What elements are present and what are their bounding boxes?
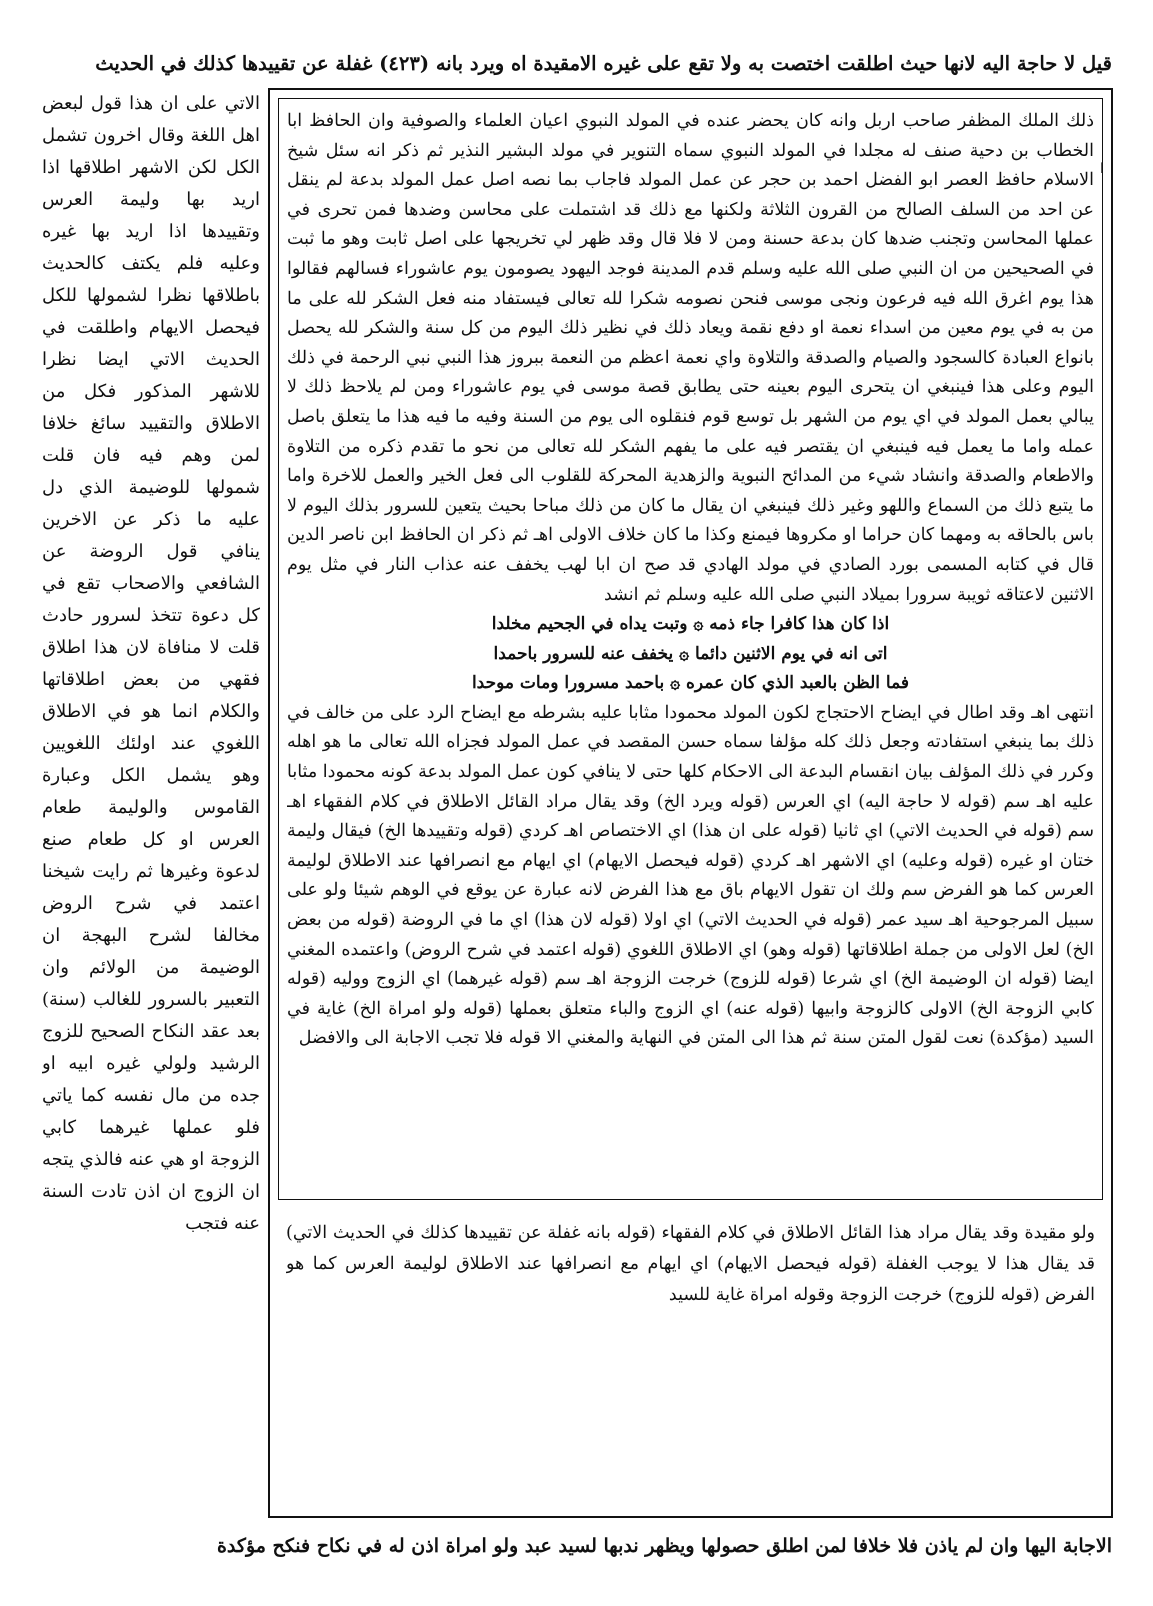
commentary-column bbox=[287, 107, 1094, 1193]
matn-column: الاتي على ان هذا قول لبعض اهل اللغة وقال اخرون تشمل الكل لكن الاشهر اطلاقها اذا اريد بها وليمة العرس وتقييدها اذا اريد بها غيره وعليه فلم يكتف كالحديث باطلاقها نظرا لشمولها للكل فيحصل الايهام واطلقت في الحديث الاتي ايضا نظرا للاشهر المذكور فكل من الاطلاق والتقييد سائغ خلافا لمن وهم فيه فان قلت شمولها للوضيمة الذي دل عليه ما ذكر عن الاخرين ينافي قول الروضة عن الشافعي والاصحاب تقع في كل دعوة تتخذ لسرور حادث قلت لا منافاة لان هذا اطلاق فقهي من بعض اطلاقاتها والكلام انما هو في الاطلاق اللغوي عند اولئك اللغويين وهو يشمل الكل وعبارة القاموس والوليمة طعام العرس او كل طعام صنع لدعوة وغيرها ثم رايت شيخنا اعتمد في شرح الروض مخالفا لشرح البهجة ان الوضيمة من الولائم وان التعبير بالسرور للغالب (سنة) بعد عقد النكاح الصحيح للزوج الرشيد ولولي غيره ابيه او جده من مال نفسه كما ياتي فلو عملها غيرهما كابي الزوجة او هي عنه فالذي يتجه ان الزوج ان اذن تادت السنة عنه فتجب bbox=[42, 93, 260, 1234]
commentary-paragraph: ذلك الملك المظفر صاحب اربل وانه كان يحضر عنده في المولد النبوي اعيان العلماء والصوفية وان الحافظ ابا الخطاب بن دحية صنف له مجلدا في المولد النبوي سماه التنوير في مولد البشير النذير ثم ذكر انه سئل شيخ الاسلام حافظ العصر ابو الفضل احمد بن حجر عن عمل المولد فاجاب بما نصه اصل عمل المولد بدعة لم ينقل عن احد من السلف الصالح من القرون الثلاثة ولكنها مع ذلك قد اشتملت على محاسن وضدها فمن تحرى في عملها المحاسن وتجنب ضدها كان بدعة حسنة ومن لا فلا قال وقد ظهر لي تخريجها على اصل ثابت وهو ما ثبت في الصحيحين من ان النبي صلى الله عليه وسلم قدم المدينة فوجد اليهود يصومون يوم عاشوراء فسالهم فقالوا هذا يوم اغرق الله فيه فرعون ونجى موسى فنحن نصومه شكرا لله تعالى فيستفاد منه فعل الشكر لله على ما من به في يوم معين من اسداء نعمة او دفع نقمة ويعاد ذلك في نظير ذلك اليوم من كل سنة والشكر لله يحصل بانواع العبادة كالسجود والصيام والصدقة والتلاوة واي نعمة اعظم من النعمة ببروز هذا النبي نبي الرحمة في ذلك اليوم وعلى هذا فينبغي ان يتحرى اليوم بعينه حتى يطابق قصة موسى في يوم عاشوراء ومن لم يلاحظ ذلك لا يبالي بعمل المولد في اي يوم من الشهر بل توسع قوم فنقلوه الى يوم من السنة وفيه ما فيه هذا ما يتعلق باصل عمله واما ما يعمل فيه فينبغي ان يقتصر فيه على ما يفهم الشكر لله تعالى من نحو ما تقدم ذكره من التلاوة والاطعام والصدقة وانشاد شيء من المدائح النبوية والزهدية المحركة للقلوب الى فعل الخير والعمل للاخرة واما ما يتبع ذلك من السماع واللهو وغير ذلك فينبغي ان يقال ما كان من ذلك مباحا بحيث يتعين للسرور بذلك اليوم لا باس بالحاقه به ومهما كان حراما او مكروها فيمنع وكذا ما كان خلاف الاولى اهـ ثم ذكر ان الحافظ ابن ناصر الدين قال في كتابه المسمى بورد الصادي في مولد الهادي قد صح ان ابا لهب يخفف عنه عذاب النار في مثل يوم الاثنين لاعتاقه ثويبة سرورا بميلاد النبي صلى الله عليه وسلم ثم انشد bbox=[287, 111, 1094, 605]
commentary-box bbox=[278, 98, 1103, 1200]
footnote-commentary: ولو مقيدة وقد يقال مراد هذا القائل الاطلاق في كلام الفقهاء (قوله بانه غفلة عن تقييدها كذلك في الحديث الاتي) قد يقال هذا لا يوجب الغفلة (قوله فيحصل الايهام) اي ايهام مع انصرافها عند الاطلاق لوليمة العرس كما هو الفرض (قوله للزوج) خرجت الزوجة وقوله امراة غاية للسيد bbox=[286, 1223, 1095, 1305]
running-header: قيل لا حاجة اليه لانها حيث اطلقت اختصت به ولا تقع على غيره الامقيدة اه ويرد بانه (٤٢٣) غفلة عن تقييدها كذلك في الحديث bbox=[95, 52, 1112, 75]
main-frame bbox=[268, 88, 1113, 1518]
poem-line-1: اذا كان هذا كافرا جاء ذمه ۞ وتبت يداه في الجحيم مخلدا bbox=[491, 614, 890, 635]
running-footer: الاجابة اليها وان لم ياذن فلا خلافا لمن اطلق حصولها ويظهر ندبها لسيد عبد ولو امراة اذن له في نكاح فنكح مؤكدة bbox=[216, 1535, 1112, 1557]
poem-line-3: فما الظن بالعبد الذي كان عمره ۞ باحمد مسرورا ومات موحدا bbox=[471, 673, 910, 694]
poem-line-2: اتى انه في يوم الاثنين دائما ۞ يخفف عنه للسرور باحمدا bbox=[493, 643, 888, 664]
margin-mark: ا bbox=[1100, 161, 1104, 177]
commentary-paragraph-2: انتهى اهـ وقد اطال في ايضاح الاحتجاج لكون المولد محمودا مثابا عليه بشرطه مع ايضاح الرد على من خالف في ذلك بما ينبغي استفادته وجعل ذلك كله مؤلفا سماه حسن المقصد في عمل المولد فجزاه الله تعالى ما هو اهله وكرر في ذلك المؤلف بيان انقسام البدعة الى الاحكام كلها حتى لا ينافي كون عمل المولد بدعة كونه محمودا مثابا عليه اهـ سم (قوله لا حاجة اليه) اي العرس (قوله ويرد الخ) وقد يقال مراد القائل الاطلاق في كلام الفقهاء اهـ سم (قوله في الحديث الاتي) اي ثانيا (قوله على ان هذا) اي الاختصاص اهـ كردي (قوله وتقييدها الخ) فيقال وليمة ختان او غيره (قوله وعليه) اي الاشهر اهـ كردي (قوله فيحصل الايهام) اي ايهام مع انصرافها عند الاطلاق لوليمة العرس كما هو الفرض سم ولك ان تقول الايهام باق مع هذا الفرض لانه عبارة عن يوقع في الوهم شيئا ولو على سبيل المرجوحية اهـ سيد عمر (قوله في الحديث الاتي) اي اولا (قوله لان هذا) اي ما في الروضة (قوله من بعض الخ) لعل الاولى من جملة اطلاقاتها (قوله وهو) اي الاطلاق اللغوي (قوله اعتمد في شرح الروض) واعتمده المغني ايضا (قوله ان الوضيمة الخ) اي شرعا (قوله للزوج) خرجت الزوجة اهـ سم (قوله غيرهما) اي الزوج ووليه (قوله كابي الزوجة الخ) الاولى كالزوجة وابيها (قوله عنه) اي الزوج والباء متعلق بعملها (قوله ولو امراة الخ) غاية في السيد (مؤكدة) نعت لقول المتن سنة ثم هذا الى المتن في النهاية والمغني الا قوله فلا تجب الاجابة الى والافضل bbox=[287, 702, 1094, 1049]
